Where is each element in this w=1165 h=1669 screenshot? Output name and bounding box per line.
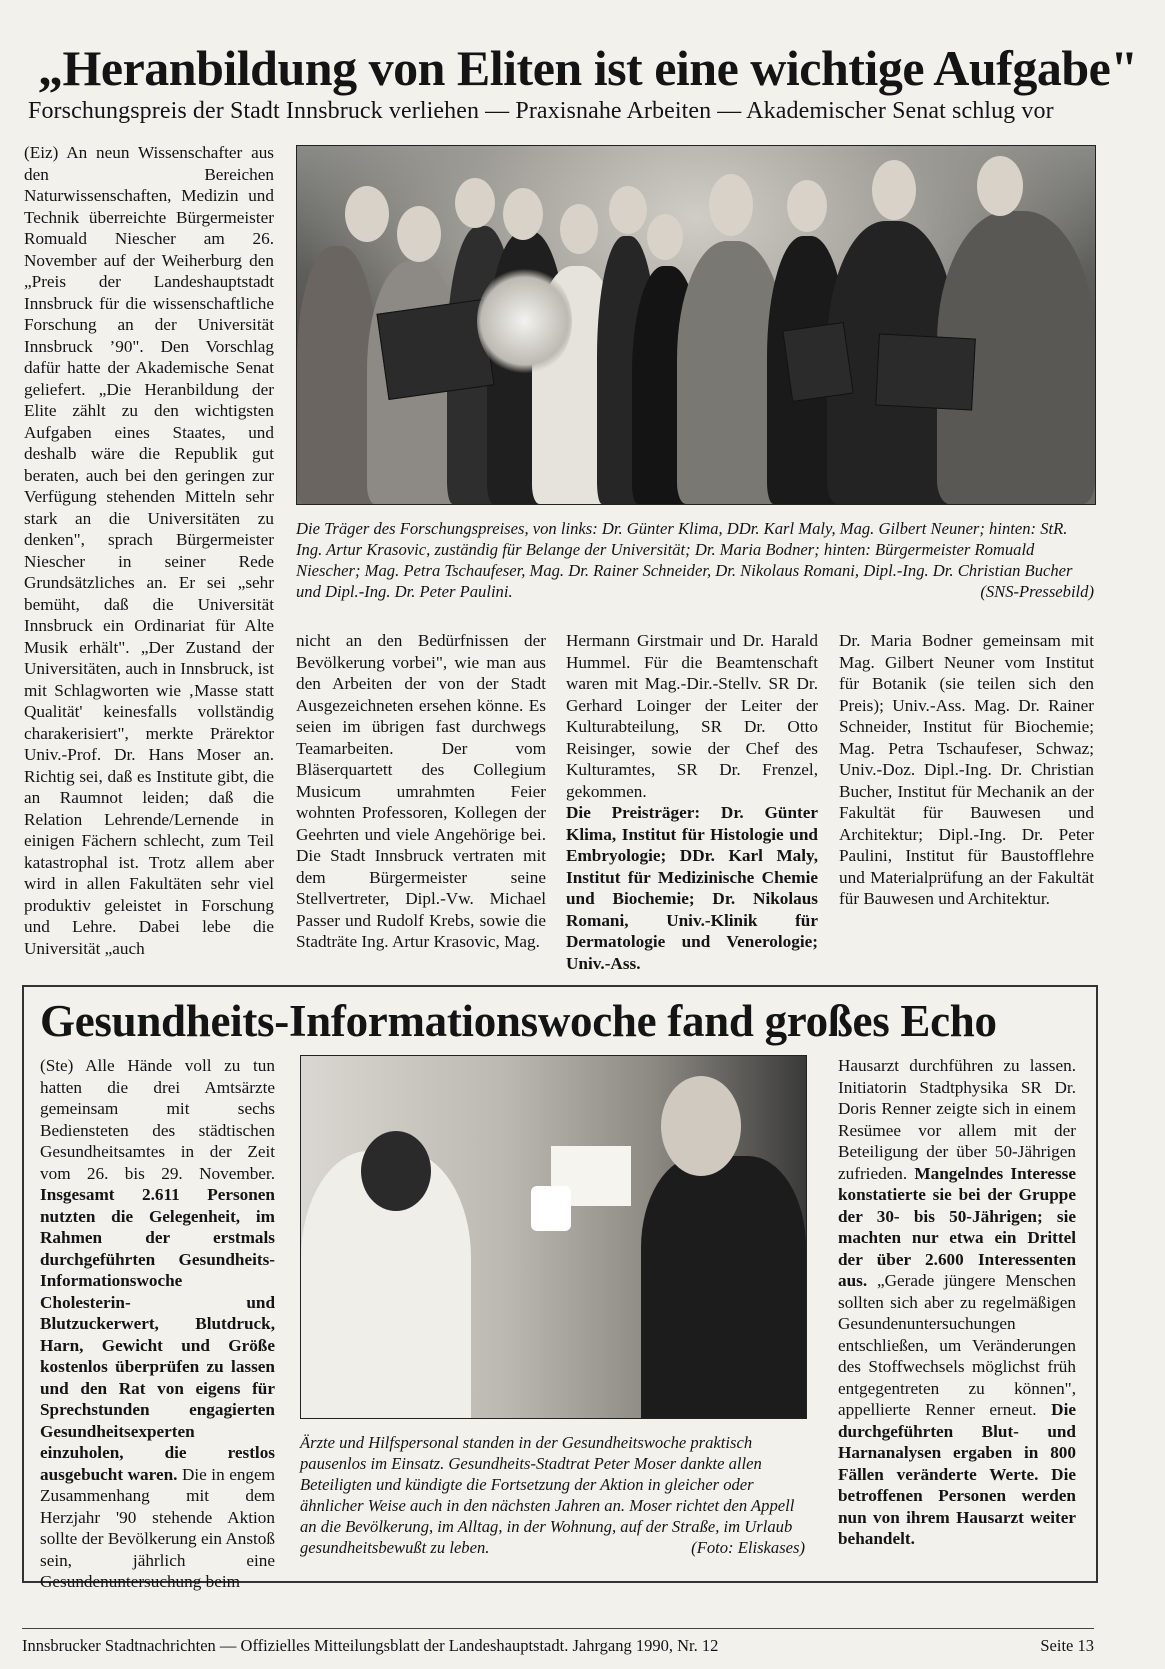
article2-column-1 bbox=[40, 1055, 275, 1593]
article2-col1-rest: Die in engem Zusammenhang mit dem Herzjahr '90 stehende Aktion sollte der Bevölkerung ein Anstoß sein, jährlich eine Gesundenuntersuchung beim bbox=[40, 1464, 276, 1591]
article1-column-4 bbox=[839, 630, 1094, 910]
article2-bold-text: Insgesamt 2.611 Personen nutzten die Gelegenheit, im Rahmen der erstmals durchgeführten Gesundheits-Informationswoche Cholesterin- und Blutzuckerwert, Blutdruck, Harn, Gewicht und Größe kostenlos überprüfen zu lassen und den Rat von eigens für Sprechstunden engagierten Gesundheitsexperten einzuholen, die restlos ausgebucht waren. bbox=[40, 1185, 275, 1484]
health-photo-credit: (Foto: Eliskases) bbox=[691, 1538, 805, 1557]
article2-column-3 bbox=[838, 1055, 1076, 1550]
article1-col4-text: Dr. Maria Bodner gemeinsam mit Mag. Gilbert Neuner vom Institut für Botanik (sie teilen sich den Preis); Univ.-Ass. Mag. Dr. Rainer Schneider, Institut für Biochemie; Mag. Petra Tschaufeser, Schwaz; Univ.-Doz. Dipl.-Ing. Dr. Christian Bucher, Institut für Mechanik an der Fakultät für Bauwesen und Architektur; Dipl.-Ing. Dr. Peter Paulini, Institut für Baustofflehre und Materialprüfung an der Fakultät für Bauwesen und Architektur. bbox=[839, 631, 1094, 908]
article2-col3-b: Mangelndes Interesse konstatierte sie bei der Gruppe der 30- bis 50-Jährigen; sie machten nur etwa ein Drittel der über 2.600 Interessenten aus. bbox=[838, 1163, 1076, 1290]
article1-col1-text: (Eiz) An neun Wissenschafter aus den Bereichen Naturwissenschaften, Medizin und Technik überreichte Bürgermeister Romuald Niescher am 26. November auf der Weiherburg den „Preis der Landeshauptstadt Innsbruck für die wissenschaftliche Forschung an der Universität Innsbruck ’90". Den Vorschlag dafür hatte der Akademische Senat geliefert. „Die Heranbildung der Elite zählt zu den wichtigsten Aufgaben eines Staates, und deshalb wäre die Republik gut beraten, auch bei den geringen zur Verfügung stehenden Mitteln sehr stark an die Universitäten zu denken", sprach Bürgermeister Niescher in seiner Rede Grundsätzliches an. Er sei „sehr bemüht, daß die Universität Innsbruck ein Ordinariat für Alte Musik erhält". „Der Zustand der Universitäten, auch in Innsbruck, ist mit Schlagworten wie ‚Masse statt Qualität' keinesfalls vollständig charakerisiert", merkte Prärektor Univ.-Prof. Dr. Hans Moser an. Richtig sei, daß es Institute gibt, die an Raumnot leiden; daß die Relation Lehrende/Lernende in einigen Fächern schlecht, zum Teil katastrophal ist. Trotz allem aber wird in allen Fakultäten sehr viel produktiv geleistet in Forschung und Lehre. Dabei lebe die Universität „auch bbox=[24, 143, 274, 958]
footer-page-number: Seite 13 bbox=[1040, 1636, 1094, 1655]
footer-publication: Innsbrucker Stadtnachrichten — Offizielles Mitteilungsblatt der Landeshauptstadt. Jahrgang 1990, Nr. 12 bbox=[22, 1636, 719, 1655]
article2-headline: Gesundheits-Informationswoche fand großes Echo bbox=[40, 996, 997, 1046]
award-photo-credit: (SNS-Pressebild) bbox=[980, 582, 1094, 601]
article2-col3-c: „Gerade jüngere Menschen sollten sich aber zu regelmäßigen Gesundenuntersuchungen entschließen, um Veränderungen des Stoffwechsels möglichst früh entgegentreten zu können", appellierte Renner erneut. bbox=[838, 1271, 1076, 1419]
health-week-photo bbox=[300, 1055, 807, 1419]
page-footer bbox=[22, 1628, 1094, 1659]
award-group-photo bbox=[296, 145, 1096, 505]
article2-col3-a: Hausarzt durchführen zu lassen. Initiatorin Stadtphysika SR Dr. Doris Renner zeigte sich in einem Resümee vor allem mit der Beteiligung der über 50-Jährigen zufrieden. bbox=[838, 1056, 1076, 1183]
award-caption-text: Die Träger des Forschungspreises, von links: Dr. Günter Klima, DDr. Karl Maly, Mag. Gilbert Neuner; hinten: StR. Ing. Artur Krasovic, zuständig für Belange der Universität; Dr. Maria Bodner; hinten: Bürgermeister Romuald Niescher; Mag. Petra Tschaufeser, Mag. Dr. Rainer Schneider, Dr. Nikolaus Romani, Dipl.-Ing. Dr. Christian Bucher und Dipl.-Ing. Dr. Peter Paulini. bbox=[296, 519, 1073, 601]
article1-column-2 bbox=[296, 630, 546, 953]
health-caption-text: Ärzte und Hilfspersonal standen in der Gesundheitswoche praktisch pausenlos im Einsatz. Gesundheits-Stadtrat Peter Moser dankte allen Beteiligten und kündigte die Fortsetzung der Aktion in gleicher oder ähnlicher Weise auch in den nächsten Jahren an. Moser richtet den Appell an die Bevölkerung, im Alltag, in der Wohnung, auf der Straße, im Urlaub gesundheitsbewußt zu leben. bbox=[300, 1433, 795, 1557]
article1-col3a-text: Hermann Girstmair und Dr. Harald Hummel. Für die Beamtenschaft waren mit Mag.-Dir.-Stellv. SR Dr. Gerhard Loinger der Leiter der Kulturabteilung, SR Dr. Otto Reisinger, sowie der Chef des Kulturamtes, SR Dr. Frenzel, gekommen. bbox=[566, 631, 818, 801]
article1-headline: „Heranbildung von Eliten ist eine wichtige Aufgabe" bbox=[38, 40, 1138, 96]
article1-subheadline: Forschungspreis der Stadt Innsbruck verliehen — Praxisnahe Arbeiten — Akademischer Senat schlug vor bbox=[28, 98, 1054, 124]
health-photo-caption bbox=[300, 1432, 805, 1558]
article1-col3b-text: Die Preisträger: Dr. Günter Klima, Institut für Histologie und Embryologie; DDr. Karl Maly, Institut für Medizinische Chemie und Biochemie; Dr. Nikolaus Romani, Univ.-Klinik für Dermatologie und Venerologie; Univ.-Ass. bbox=[566, 803, 818, 973]
award-photo-caption bbox=[296, 518, 1094, 602]
article1-column-3 bbox=[566, 630, 818, 974]
article2-intro: (Ste) Alle Hände voll zu tun hatten die drei Amtsärzte gemeinsam mit sechs Bediensteten des städtischen Gesundheitsamtes in der Zeit vom 26. bis 29. November. bbox=[40, 1056, 275, 1183]
article1-column-1 bbox=[24, 142, 274, 959]
article2-col3-d: Die durchgeführten Blut- und Harnanalysen ergaben in 800 Fällen veränderte Werte. Die betroffenen Personen werden nun von ihrem Hausarzt weiter behandelt. bbox=[838, 1400, 1076, 1548]
article1-col2-text: nicht an den Bedürfnissen der Bevölkerung vorbei", wie man aus den Arbeiten der von der Stadt Ausgezeichneten ersehen könne. Es seien im übrigen fast durchwegs Teamarbeiten. Der vom Bläserquartett des Collegium Musicum umrahmten Feier wohnten Professoren, Kollegen der Geehrten und viele Angehörige bei. Die Stadt Innsbruck vertraten mit dem Bürgermeister seine Stellvertreter, Dipl.-Vw. Michael Passer und Rudolf Krebs, sowie die Stadträte Ing. Artur Krasovic, Mag. bbox=[296, 631, 546, 951]
